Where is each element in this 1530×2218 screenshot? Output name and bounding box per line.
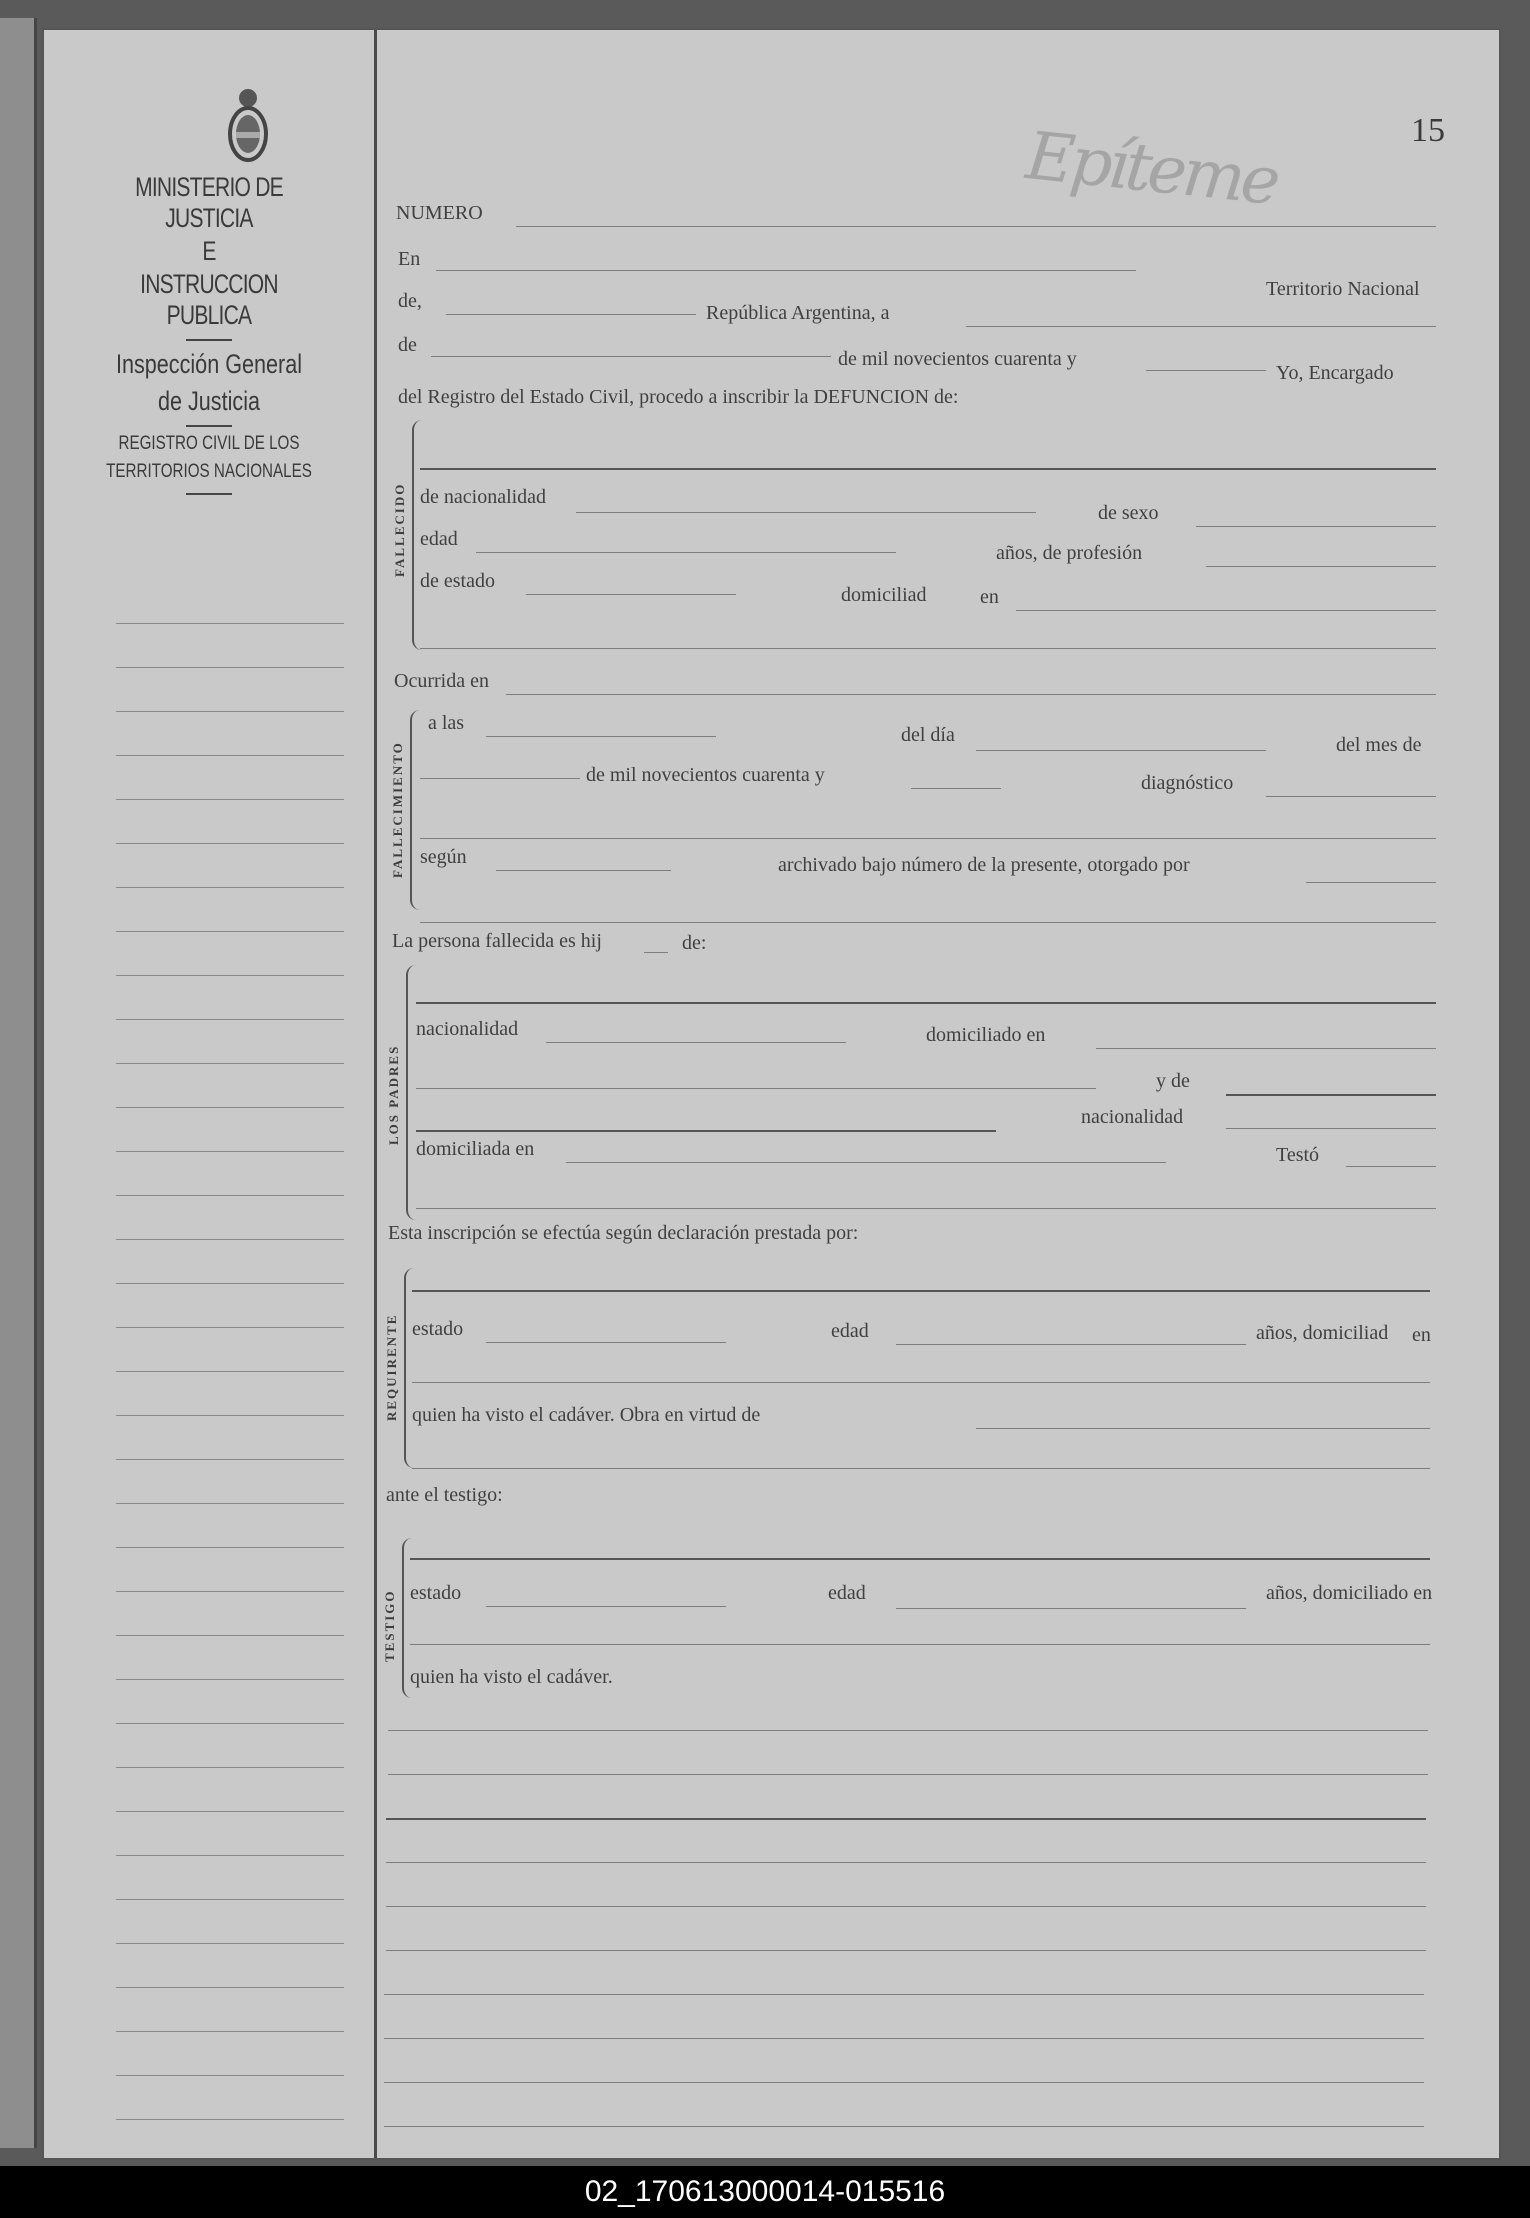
- field-hora: [486, 736, 716, 737]
- label-estado-req: estado: [412, 1318, 464, 1340]
- inspection-line-1: Inspección General: [115, 349, 303, 379]
- divider: [186, 425, 232, 427]
- ministry-line-1: MINISTERIO DE JUSTICIA: [135, 172, 283, 233]
- field-domicilio-madre: [566, 1162, 1166, 1163]
- field-diagnostico-2: [420, 838, 1436, 839]
- label-de-colon: de:: [682, 932, 707, 954]
- label-segun: según: [420, 846, 467, 868]
- field-domicilio-2: [420, 648, 1436, 649]
- field-testigo-nombre: [410, 1558, 1430, 1560]
- divider: [186, 339, 232, 341]
- label-anos-domiciliad: años, domiciliad: [1256, 1322, 1389, 1344]
- label-mil-novecientos: de mil novecientos cuarenta y: [838, 348, 1077, 370]
- field-edad: [476, 552, 896, 553]
- side-label-padres: LOS PADRES: [386, 1044, 401, 1146]
- label-edad-test: edad: [828, 1582, 866, 1604]
- label-estado: de estado: [420, 570, 495, 592]
- national-seal-icon: [226, 82, 270, 166]
- divider: [186, 493, 232, 495]
- ministry-heading: [74, 172, 344, 501]
- death-record-form: [376, 30, 1499, 2158]
- label-quien-req: quien ha visto el cadáver. Obra en virtud de: [412, 1404, 761, 1426]
- label-edad-req: edad: [831, 1320, 869, 1342]
- label-y-de: y de: [1156, 1070, 1190, 1092]
- label-persona-hij: La persona fallecida es hij: [392, 930, 602, 952]
- field-madre-nombre: [416, 1130, 996, 1132]
- label-edad: edad: [420, 528, 458, 550]
- label-anos-profesion: años, de profesión: [996, 542, 1143, 564]
- field-hij: [644, 952, 668, 953]
- label-en: En: [398, 248, 421, 270]
- field-otorgado-2: [420, 922, 1436, 923]
- page-number: 15: [1411, 112, 1445, 149]
- label-de: de: [398, 334, 417, 356]
- label-anos-domiciliado: años, domiciliado en: [1266, 1582, 1433, 1604]
- label-republica: República Argentina, a: [706, 302, 890, 324]
- side-label-testigo: TESTIGO: [382, 1589, 397, 1663]
- label-domiciliad: domiciliad: [841, 584, 927, 606]
- field-nacionalidad-madre: [1226, 1128, 1436, 1129]
- field-madre: [1226, 1094, 1436, 1096]
- field-diagnostico: [1266, 796, 1436, 797]
- label-registro: del Registro del Estado Civil, procedo a inscribir la DEFUNCION de:: [398, 386, 959, 408]
- registry-line-1: REGISTRO CIVIL DE LOS: [118, 433, 300, 454]
- field-edad-req: [896, 1344, 1246, 1345]
- label-sexo: de sexo: [1098, 502, 1159, 524]
- field-domicilio-padre: [1096, 1048, 1436, 1049]
- field-nombre-fallecido: [420, 468, 1436, 470]
- field-sexo: [1196, 526, 1436, 527]
- label-yo-encargado: Yo, Encargado: [1276, 362, 1394, 384]
- registry-line-2: TERRITORIOS NACIONALES: [106, 461, 312, 482]
- label-nacionalidad-padre: nacionalidad: [416, 1018, 519, 1040]
- field-anio: [911, 788, 1001, 789]
- field-obra: [976, 1428, 1430, 1429]
- margin-column: [44, 30, 374, 2158]
- field-edad-test: [896, 1608, 1246, 1609]
- field-numero: [516, 226, 1436, 227]
- label-archivado: archivado bajo número de la presente, otorgado por: [778, 854, 1190, 876]
- field-domicilio-req: [412, 1382, 1430, 1383]
- label-nacionalidad-madre: nacionalidad: [1081, 1106, 1184, 1128]
- field-de-2: [431, 356, 831, 357]
- label-a-las: a las: [428, 712, 465, 734]
- field-obra-2: [412, 1468, 1430, 1469]
- field-en: [436, 270, 1136, 271]
- ministry-line-2: E: [202, 236, 216, 266]
- field-testo: [1346, 1166, 1436, 1167]
- side-label-requirente: REQUIRENTE: [384, 1313, 399, 1421]
- handwritten-stamp: Epíteme: [1022, 117, 1281, 220]
- inspection-line-2: de Justicia: [157, 386, 261, 416]
- label-diagnostico: diagnóstico: [1141, 772, 1234, 794]
- side-label-fallecido: FALLECIDO: [392, 482, 407, 578]
- label-mil-novecientos-2: de mil novecientos cuarenta y: [586, 764, 825, 786]
- field-estado-test: [486, 1606, 726, 1607]
- field-estado-req: [486, 1342, 726, 1343]
- label-del-dia: del día: [901, 724, 955, 746]
- label-en-2: en: [980, 586, 999, 608]
- field-estado: [526, 594, 736, 595]
- field-otorgado: [1306, 882, 1436, 883]
- field-year: [1146, 370, 1266, 371]
- field-de: [446, 314, 696, 315]
- label-ocurrida-en: Ocurrida en: [394, 670, 489, 692]
- field-padre-nombre: [416, 1002, 1436, 1004]
- label-domiciliado-en: domiciliado en: [926, 1024, 1046, 1046]
- label-ante-testigo: ante el testigo:: [386, 1484, 503, 1506]
- label-del-mes-de: del mes de: [1336, 734, 1422, 756]
- label-nacionalidad: de nacionalidad: [420, 486, 547, 508]
- field-republica: [966, 326, 1436, 327]
- field-dia: [976, 750, 1266, 751]
- bracket: [404, 1268, 416, 1468]
- field-requirente-nombre: [412, 1290, 1430, 1292]
- image-caption: 02_170613000014-015516: [0, 2166, 1530, 2218]
- label-quien-test: quien ha visto el cadáver.: [410, 1666, 613, 1688]
- field-profesion: [1206, 566, 1436, 567]
- field-mes: [420, 778, 580, 779]
- label-testo: Testó: [1276, 1144, 1320, 1166]
- label-territorio: Territorio Nacional: [1266, 278, 1420, 300]
- label-numero: NUMERO: [396, 202, 483, 224]
- label-en-req: en: [1412, 1324, 1431, 1346]
- label-estado-test: estado: [410, 1582, 462, 1604]
- field-domicilio: [1016, 610, 1436, 611]
- field-padres-extra: [416, 1208, 1436, 1209]
- register-page: [42, 28, 1501, 2160]
- bracket: [410, 710, 422, 910]
- field-nacionalidad: [576, 512, 1036, 513]
- field-domicilio-padre-2: [416, 1088, 1096, 1089]
- side-label-fallecimiento: FALLECIMIENTO: [390, 741, 405, 879]
- field-ocurrida: [506, 694, 1436, 695]
- field-certificado: [496, 870, 671, 871]
- field-nacionalidad-padre: [546, 1042, 846, 1043]
- label-inscripcion: Esta inscripción se efectúa según declaración prestada por:: [388, 1222, 859, 1244]
- field-domicilio-test: [410, 1644, 1430, 1645]
- ministry-line-3: INSTRUCCION PUBLICA: [140, 269, 278, 330]
- label-domiciliada-en: domiciliada en: [416, 1138, 535, 1160]
- label-de-comma: de,: [398, 290, 422, 312]
- previous-page-edge: [0, 18, 37, 2148]
